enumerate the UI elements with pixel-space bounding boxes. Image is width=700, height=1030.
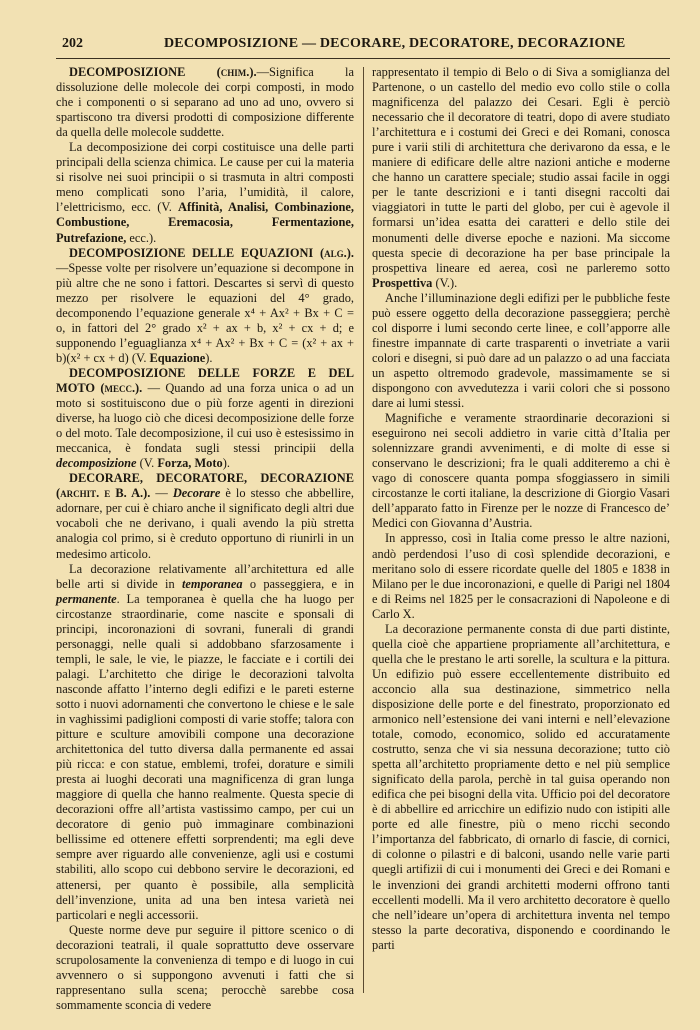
paragraph-text: Magnifiche e veramente straordinarie decorazioni si eseguirono nei secoli addietro in varie città d’Italia per solennizzare grandi avvenimenti, e di molte di esse si conservano le descrizioni; fra le quali additeremo a chi è vago di conoscere quanta pompa sfoggiassero in simili circostanze le corti italiane, la descrizione di Giorgio Vasari dell’apparato fatto in Firenze per le nozze di Francesco de’ Medici con Giovanna d’Austria. [372, 411, 670, 531]
paragraph-text: o passeggiera, e in [242, 576, 354, 591]
entry-text: —Significa la dissoluzione delle molecole dei corpi composti, in modo che i componenti o si separano ad uno ad uno, ovvero si spartiscono tra diversi prodotti di composizione differente da quella delle molecole suddette. [56, 65, 354, 140]
text-columns [56, 65, 670, 1012]
paragraph [372, 65, 670, 291]
paragraph [56, 562, 354, 923]
paragraph-tail: (V.). [432, 275, 458, 290]
paragraph [372, 622, 670, 953]
paragraph [56, 140, 354, 245]
paragraph-text: Anche l’illuminazione degli edifizi per le pubbliche feste può essere oggetto della decorazione passeggiera; perchè col disporre i lumi secondo certe linee, e coll’apporre alle finestre impannate di carte trasparenti o invetriate a varii colori e disegni, si può dare ad un palazzo o ad una facciata un aspetto oltremodo gradevole, massimamente se si dispongono con avvedutezza i varii colori che si possono dare ai lumi stessi. [372, 290, 670, 411]
entry-heading: DECOMPOSIZIONE DELLE FORZE E DEL MOTO (mecc.). [56, 365, 354, 395]
cross-reference: Affinità, Analisi, Combinazione, Combustione, Eremacosia, Fermentazione, Putrefazione, [56, 200, 354, 245]
paragraph-text: Queste norme deve pur seguire il pittore scenico o di decorazioni teatrali, il quale soprattutto deve osservare scrupolosamente la convenienza di tempo e di luogo in cui avvennero o si suppongono avvenuti i fatti che si rappresentano sulla scena; perocchè sarebbe cosa sommamente sconcia di vedere [56, 922, 354, 1012]
cross-reference: Equazione [149, 350, 206, 365]
paragraph-tail: ). [205, 350, 213, 365]
paragraph [56, 923, 354, 1013]
entry-text: — Quando ad una forza unica o ad un moto si sostituiscono due o più forze agenti in direzioni diverse, ha luogo ciò che dicesi decomposizione delle forze o del moto. Tale decomposizione, il cui uso è estesissimo in meccanica, è fondata sugli stessi principii della [56, 380, 354, 456]
paragraph-tail: ecc.). [126, 230, 157, 245]
paragraph [372, 411, 670, 531]
paragraph-tail: ). [222, 456, 230, 471]
entry-text: —Spesse volte per risolvere un’equazione si decompone in più altre che ne sono i fattori. Descartes si servì di questo mezzo per risolvere le equazioni del 4° grado, decomponendo l’equazione generale x⁴ + Ax² + Bx + C = o, in fattori del 2° grado x² + ax + b, x² + cx + d; e supponendo l’eguaglianza x⁴ + Ax² + Bx + C = (x² + ax + b)(x² + cx + d) (V. [56, 260, 354, 365]
entry-equazioni [56, 246, 354, 366]
running-head: DECOMPOSIZIONE — DECORARE, DECORATORE, DECORAZIONE [164, 36, 626, 51]
paragraph [372, 531, 670, 621]
entry-heading: DECOMPOSIZIONE (chim.). [69, 65, 257, 79]
paragraph-text: La decorazione permanente consta di due parti distinte, quella cioè che appartiene propriamente all’architettura, e quella che le prestano le arti sorelle, la scultura e la pittura. Un edifizio può essere eccellentemente distribuito ed acconcio alla sua destinazione, simmetrico nella disposizione delle porte e del finestrato, proporzionato ed armonico nell’estensione dei vani interni e nell’elevazione totale, comodo, economico, solido ed accuratamente costrutto, senza che vi sia nessuna decorazione; tutto ciò spetta all’architetto propriamente detto e nel più semplice significato della parola, perchè in tal guisa operando non edifica che pei bisogni della vita. Ufficio poi del decoratore è di abbellire ed arricchire un edifizio nudo con istipiti alle porte ed alle finestre, più o meno ricchi secondo l’importanza del fabbricato, di ornarlo di fascie, di cornici, di colonne o pilastri e di balconi, usando nelle varie parti quegli artifizii di cui i monumenti dei Greci e dei Romani e le invenzioni dei grandi architetti moderni offrono tanti eccellenti modelli. Ma il vero architetto decoratore è quello che nell’ideare un’opera di architettura inventa nel tempo stesso la parte decorativa, disponendo e coordinando le parti [372, 621, 670, 952]
emphasis: permanente [56, 591, 117, 606]
entry-decomposizione [56, 65, 354, 140]
entry-decorare [56, 471, 354, 561]
emphasis: Decorare [172, 486, 221, 501]
paragraph [372, 291, 670, 411]
page-number: 202 [62, 36, 83, 51]
column-divider [363, 67, 364, 993]
entry-text: — [150, 486, 173, 501]
cross-reference: Forza, Moto [157, 456, 223, 471]
paragraph-text: In appresso, così in Italia come presso le altre nazioni, andò perdendosi l’uso di così splendide decorazioni, e meritano solo di essere ricordate quelle del 1805 e 1838 in Milano per le due incoronazioni, e quelle di Parigi nel 1804 e di Reims nel 1825 per le consacrazioni di Napoleone e di Carlo X. [372, 531, 670, 621]
entry-forze-moto [56, 366, 354, 471]
paragraph-text: La decorazione relativamente all’architettura ed alle belle arti si divide in [56, 561, 354, 591]
entry-heading: DECORARE, DECORATORE, DECORAZIONE (archit. e B. A.). [56, 471, 354, 501]
emphasis: decomposizione [56, 456, 137, 471]
paragraph-tail: è lo stesso che abbellire, adornare, per cui è chiaro anche il significato degli altri due vocaboli che ne derivano, i quali avendo la più stretta analogia col primo, si è creduto opportuno di riunirli in un medesimo articolo. [56, 486, 354, 561]
paragraph-tail: . La temporanea è quella che ha luogo per circostanze straordinarie, come nascite e sponsali di principi, incoronazioni di sovrani, funerali di grandi personaggi, nelle quali si addobbano sfarzosamente i templi, le sale, le vie, le piazze, le facciate e i cortili dei palagi. L’architetto che dirige le decorazioni talvolta nasconde affatto l’interno degli edifizi e le pareti esterne sotto i nuovi adornamenti che convertono le chiese e le sale in vaghissimi padiglioni composti di varie stoffe; talora con pitture e sculture amovibili compone una decorazione architettonica del tutto diversa dalla permanente ed assai più ricca: e con statue, emblemi, trofei, dorature e simili presta ai luoghi decorati una magnificenza di gran lunga maggiore di quella che hanno realmente. Questa specie di decorazioni offre all’artista vastissimo campo, per cui un decoratore di genio può immaginare combinazioni bellissime ed ottenere effetti sorprendenti; ma egli deve sempre aver riguardo alle convenienze, agli usi e costumi stabiliti, allo scopo cui debbono servire le decorazioni, ed attenersi, per quanto è possibile, alla semplicità dell’invenzione, unita ad una ben intesa varietà nei particolari e negli accessorii. [56, 591, 354, 922]
entry-heading: DECOMPOSIZIONE DELLE EQUAZIONI (alg.). [69, 245, 354, 260]
paragraph-text: rappresentato il tempio di Belo o di Siva a somiglianza del Partenone, o un castello del medio evo collo stile o colla magnificenza del palazzo dei Cesari. Egli è perciò necessario che il decoratore di teatri, dopo di avere studiato l’architettura e i costumi dei Greci e dei Romani, conosca pure i varii stili di architettura che derivarono da essa, e le maniere di edificare delle altre nazioni antiche e moderne che hanno un carattere speciale; studio assai facile in oggi per le tante descrizioni e i tanti disegni raccolti dai viaggiatori in tutte le parti del globo, per cui è agevole il formarsi un’idea esatta dei caratteri e dello stile dei monumenti delle diverse epoche e nazioni. Ma siccome questa specie di decorazione ha per base principale la prospettiva lineare ed aerea, così ne parleremo sotto [372, 65, 670, 275]
left-column [56, 65, 354, 1012]
right-column [372, 65, 670, 995]
paragraph-text: La decomposizione dei corpi costituisce una delle parti principali della scienza chimica. Le cause per cui la materia si risolve nei suoi principii o si trasmuta in altri composti meno complicati sono l’aria, l’umidità, il calore, l’elettricismo, ecc. (V. [56, 140, 354, 215]
cross-reference: Prospettiva [372, 275, 433, 290]
emphasis: temporanea [181, 576, 243, 591]
page-header [56, 36, 670, 59]
paragraph-text: (V. [136, 456, 158, 471]
